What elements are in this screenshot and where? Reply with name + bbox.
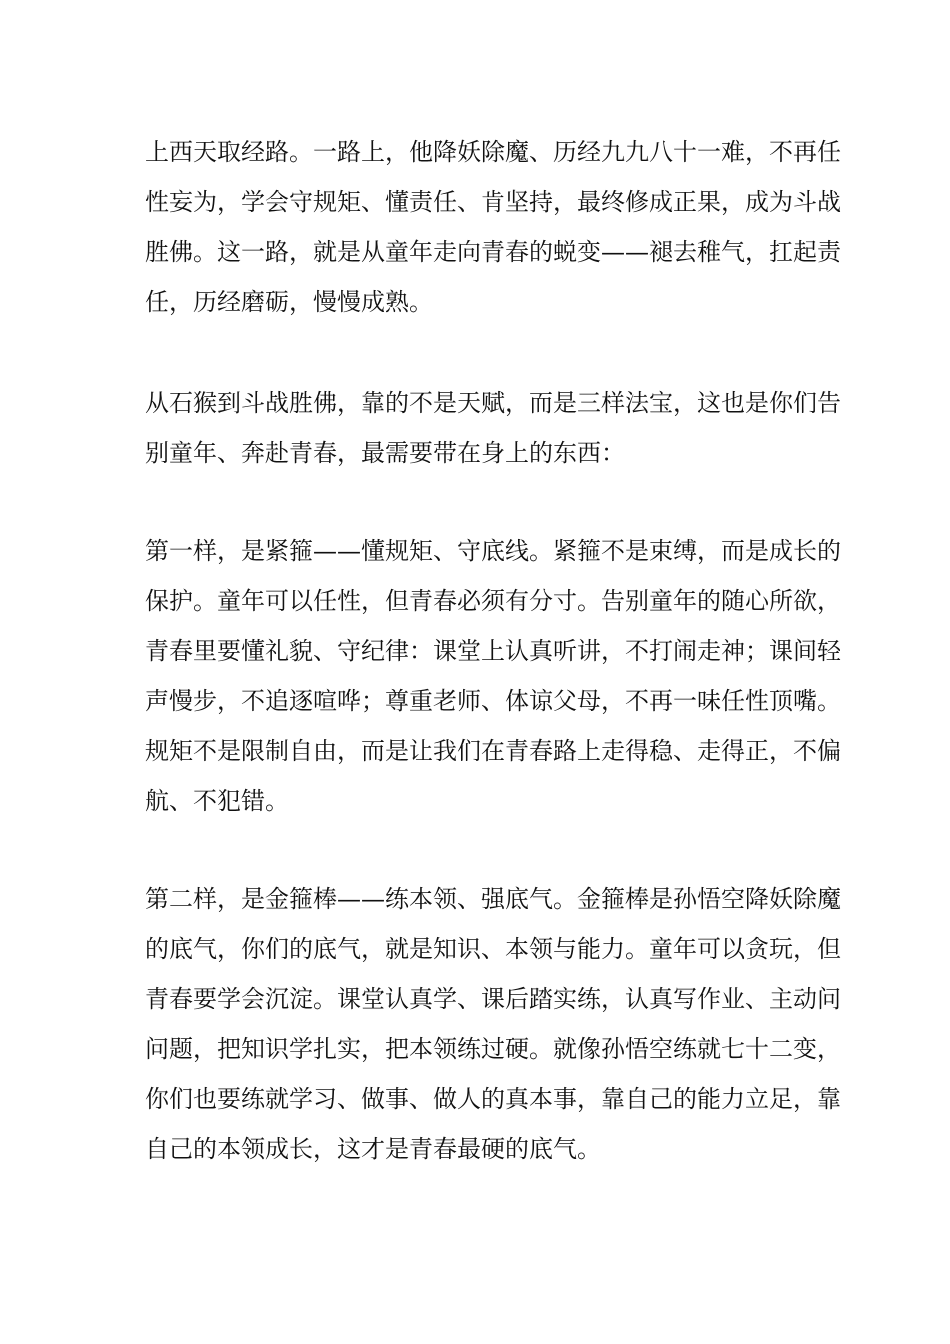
paragraph-line: 规矩不是限制自由，而是让我们在青春路上走得稳、走得正，不偏 (145, 737, 841, 765)
paragraph-line: 的底气，你们的底气，就是知识、本领与能力。童年可以贪玩，但 (145, 935, 841, 963)
paragraph-line: 别童年、奔赴青春，最需要带在身上的东西： (145, 439, 625, 467)
paragraph-line: 上西天取经路。一路上，他降妖除魔、历经九九八十一难，不再任 (145, 138, 841, 166)
paragraph-line: 保护。童年可以任性，但青春必须有分寸。告别童年的随心所欲， (145, 587, 841, 615)
paragraph-line: 青春要学会沉淀。课堂认真学、课后踏实练，认真写作业、主动问 (145, 985, 841, 1013)
paragraph-line: 性妄为，学会守规矩、懂责任、肯坚持，最终修成正果，成为斗战 (145, 188, 841, 216)
paragraph-line: 问题，把知识学扎实，把本领练过硬。就像孙悟空练就七十二变， (145, 1035, 841, 1063)
paragraph-line: 声慢步，不追逐喧哗；尊重老师、体谅父母，不再一味任性顶嘴。 (145, 687, 841, 715)
paragraph-line: 任，历经磨砺，慢慢成熟。 (145, 288, 433, 316)
paragraph-line: 青春里要懂礼貌、守纪律：课堂上认真听讲，不打闹走神；课间轻 (145, 637, 841, 665)
paragraph-line: 第二样，是金箍棒——练本领、强底气。金箍棒是孙悟空降妖除魔 (145, 885, 841, 913)
paragraph-line: 从石猴到斗战胜佛，靠的不是天赋，而是三样法宝，这也是你们告 (145, 389, 841, 417)
paragraph-line: 你们也要练就学习、做事、做人的真本事，靠自己的能力立足，靠 (145, 1085, 841, 1113)
paragraph-line: 第一样，是紧箍——懂规矩、守底线。紧箍不是束缚，而是成长的 (145, 537, 841, 565)
paragraph-line: 自己的本领成长，这才是青春最硬的底气。 (145, 1135, 601, 1163)
paragraph-line: 航、不犯错。 (145, 787, 289, 815)
paragraph-line: 胜佛。这一路，就是从童年走向青春的蜕变——褪去稚气，扛起责 (145, 238, 841, 266)
